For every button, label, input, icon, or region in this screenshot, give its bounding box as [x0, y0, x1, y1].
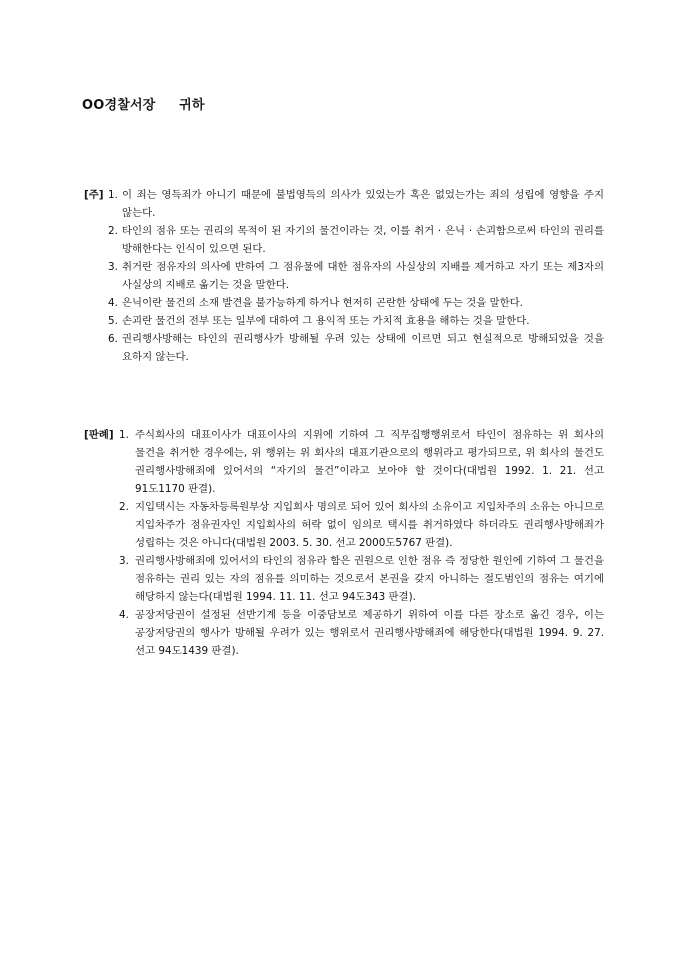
precedent-number: 1. [119, 429, 129, 441]
note-item-5 [84, 312, 604, 330]
notes-section [84, 186, 604, 366]
precedent-item-2 [84, 498, 604, 552]
note-number: 2. [108, 225, 118, 237]
note-text: 이 죄는 영득죄가 아니기 때문에 불법영득의 의사가 있었는가 혹은 없었는가는 죄의 성립에 영향을 주지 않는다. [122, 189, 604, 219]
note-number: 5. [108, 315, 118, 327]
note-text: 타인의 점유 또는 권리의 목적이 된 자기의 물건이라는 것, 이를 취거 · 은닉 · 손괴함으로써 타인의 권리를 방해한다는 인식이 있으면 된다. [122, 225, 604, 255]
note-item-4 [84, 294, 604, 312]
precedent-text: 권리행사방해죄에 있어서의 타인의 점유라 함은 권원으로 인한 점유 즉 정당한 원인에 기하여 그 물건을 점유하는 권리 있는 자의 점유를 의미하는 것으로서 본권을 갖지 아니하는 절도범인의 점유는 여기에 해당하지 않는다(대법원 1994. 11. 11. 선고 94도343 판결). [135, 555, 604, 603]
precedent-text: 주식회사의 대표이사가 대표이사의 지위에 기하여 그 직무집행행위로서 타인이 점유하는 위 회사의 물건을 취거한 경우에는, 위 행위는 위 회사의 대표기관으로의 행위라고 평가되므로, 위 회사의 물건도 권리행사방해죄에 있어서의 “자기의 물건”이라고 보아야 할 것이다(대법원 1992. 1. 21. 선고 91도1170 판결). [135, 429, 604, 495]
precedent-item-3 [84, 552, 604, 606]
note-text: 취거란 점유자의 의사에 반하여 그 점유물에 대한 점유자의 사실상의 지배를 제거하고 자기 또는 제3자의 사실상의 지배로 옮기는 것을 말한다. [122, 261, 604, 291]
precedent-text: 지입택시는 자동차등록원부상 지입회사 명의로 되어 있어 회사의 소유이고 지입차주의 소유는 아니므로 지입차주가 점유권자인 지입회사의 허락 없이 임의로 택시를 취거하였다 하더라도 권리행사방해죄가 성립하는 것은 아니다(대법원 2003. 5. 30. 선고 2000도5767 판결). [135, 501, 604, 549]
precedent-number: 4. [119, 609, 129, 621]
addressee-line: OO경찰서장 귀하 [82, 98, 205, 113]
notes-tag: [주] [84, 189, 104, 201]
precedent-item-1 [84, 426, 604, 498]
note-item-2 [84, 222, 604, 258]
note-number: 4. [108, 297, 118, 309]
note-item-1 [84, 186, 604, 222]
note-number: 1. [108, 189, 118, 201]
note-number: 3. [108, 261, 118, 273]
note-text: 은닉이란 물건의 소재 발견을 불가능하게 하거나 현저히 곤란한 상태에 두는 것을 말한다. [122, 297, 523, 309]
note-text: 권리행사방해는 타인의 권리행사가 방해될 우려 있는 상태에 이르면 되고 현실적으로 방해되었을 것을 요하지 않는다. [122, 333, 604, 363]
note-text: 손괴란 물건의 전부 또는 일부에 대하여 그 용익적 또는 가치적 효용을 해하는 것을 말한다. [122, 315, 530, 327]
precedent-number: 2. [119, 501, 129, 513]
precedent-number: 3. [119, 555, 129, 567]
precedents-section [84, 426, 604, 660]
precedents-tag: [판례] [84, 429, 114, 441]
note-number: 6. [108, 333, 118, 345]
precedent-text: 공장저당권이 설정된 선반기계 등을 이중담보로 제공하기 위하여 이를 다른 장소로 옮긴 경우, 이는 공장저당권의 행사가 방해될 우려가 있는 행위로서 권리행사방해죄에 해당한다(대법원 1994. 9. 27. 선고 94도1439 판결). [135, 609, 604, 657]
note-item-3 [84, 258, 604, 294]
precedent-item-4 [84, 606, 604, 660]
note-item-6 [84, 330, 604, 366]
